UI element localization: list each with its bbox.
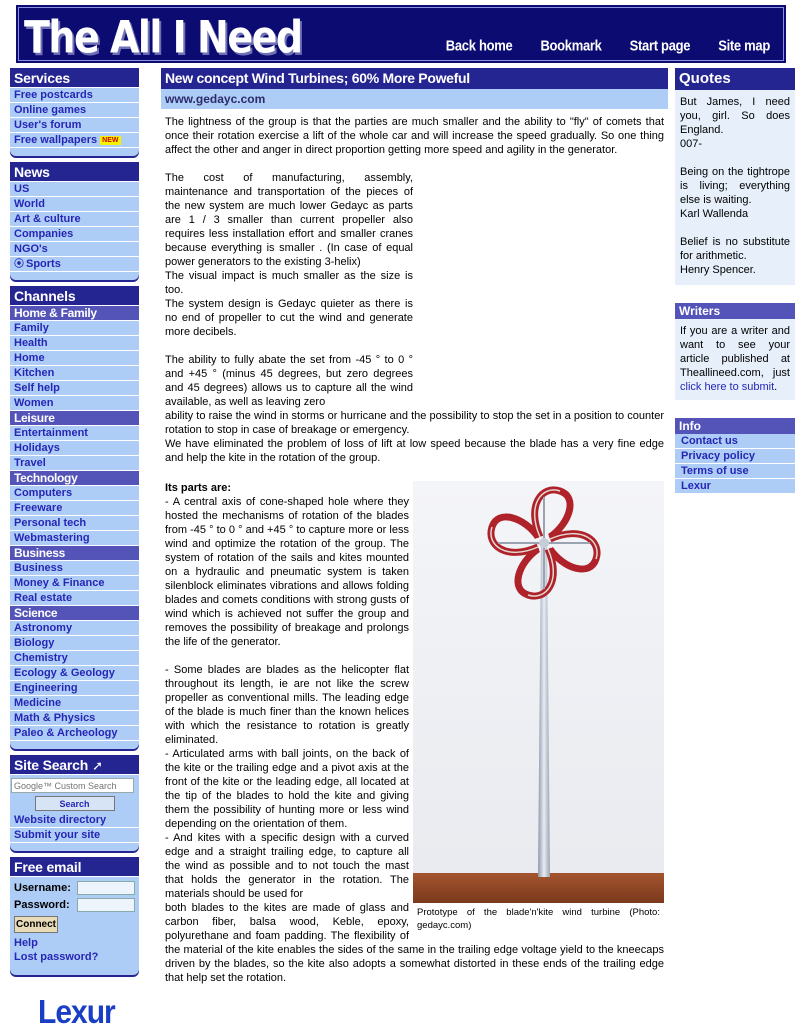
left-sidebar <box>10 68 139 981</box>
quote-text: But James, I need you, girl. So does England. <box>680 96 790 136</box>
sidebar-item-kitchen[interactable]: Kitchen <box>10 366 139 381</box>
sidebar-item-astronomy[interactable]: Astronomy <box>10 621 139 636</box>
help-link[interactable]: Help <box>14 937 38 949</box>
info-terms-of-use[interactable]: Terms of use <box>675 464 795 479</box>
password-field[interactable] <box>77 898 135 912</box>
channel-group-leisure[interactable]: Leisure <box>10 411 139 426</box>
search-button[interactable]: Search <box>35 796 115 811</box>
services-heading: Services <box>10 68 139 88</box>
sidebar-item-webmastering[interactable]: Webmastering <box>10 531 139 546</box>
parts-heading: Its parts are: <box>165 482 232 494</box>
submit-article-link[interactable]: click here to submit <box>680 381 775 393</box>
site-header <box>16 5 786 63</box>
sidebar-item-users-forum[interactable]: User's forum <box>10 118 139 133</box>
email-login-form <box>10 877 139 967</box>
lexur-logo[interactable]: Lexur <box>38 994 115 1031</box>
box-footer <box>10 741 139 749</box>
article-paragraph: - Some blades are blades as the helicopter flat throughout its length, ie are not like the screw propeller as conventional mills. The leading edge of the blade is much finer than the known helices with which the resistance to rotation is greatly eliminated. <box>165 664 409 746</box>
channel-group-science[interactable]: Science <box>10 606 139 621</box>
sidebar-item-women[interactable]: Women <box>10 396 139 411</box>
search-form <box>10 775 139 813</box>
article-paragraph: The lightness of the group is that the parties are much smaller and the ability to "fly" of comets that once their rotation exercise a lift of the whole car and will increase the speed gradually. So one thing affect the other and anger in direct proportion getting more speed and agility in the generator. <box>165 116 664 156</box>
search-input[interactable] <box>11 778 134 793</box>
nav-back-home[interactable]: Back home <box>445 37 513 54</box>
sidebar-item-money-finance[interactable]: Money & Finance <box>10 576 139 591</box>
connect-button[interactable]: Connect <box>14 916 58 933</box>
main-article <box>161 68 668 985</box>
nav-bookmark[interactable]: Bookmark <box>540 37 602 54</box>
sidebar-item-biology[interactable]: Biology <box>10 636 139 651</box>
sidebar-item-label: Sports <box>26 258 61 270</box>
sidebar-item-ecology-geology[interactable]: Ecology & Geology <box>10 666 139 681</box>
nav-site-map[interactable]: Site map <box>718 37 770 54</box>
channels-heading: Channels <box>10 286 139 306</box>
channel-group-technology[interactable]: Technology <box>10 471 139 486</box>
sidebar-item-freeware[interactable]: Freeware <box>10 501 139 516</box>
sidebar-item-free-wallpapers[interactable] <box>10 133 139 148</box>
channel-group-business[interactable]: Business <box>10 546 139 561</box>
wind-turbine-photo <box>413 481 664 903</box>
cursor-arrow-icon: ➚ <box>92 758 103 773</box>
info-heading: Info <box>675 418 795 434</box>
sidebar-item-paleo-archeology[interactable]: Paleo & Archeology <box>10 726 139 741</box>
top-nav <box>432 38 784 53</box>
sidebar-item-free-postcards[interactable]: Free postcards <box>10 88 139 103</box>
info-contact-us[interactable]: Contact us <box>675 434 795 449</box>
services-box <box>10 68 139 156</box>
sidebar-item-holidays[interactable]: Holidays <box>10 441 139 456</box>
quotes-heading: Quotes <box>675 68 795 90</box>
soccer-ball-icon: ⦿ <box>14 259 24 270</box>
sidebar-item-computers[interactable]: Computers <box>10 486 139 501</box>
box-footer <box>10 148 139 156</box>
sidebar-item-real-estate[interactable]: Real estate <box>10 591 139 606</box>
sidebar-item-label: Free wallpapers <box>14 134 98 146</box>
box-footer <box>10 967 139 975</box>
box-footer <box>10 843 139 851</box>
article-paragraph: - And kites with a specific design with a curved edge and a straight trailing edge, to capture all the wind as possible and to not touch the mast that holds the generator in the rotation. The materials should be used for <box>165 832 409 900</box>
writers-text: If you are a writer and want to see your article published at Theallineed.com, just <box>680 325 790 379</box>
free-email-heading: Free email <box>10 857 139 877</box>
password-label: Password: <box>14 898 70 911</box>
article-paragraph: The ability to fully abate the set from -45 ° to 0 ° and +45 ° (minus 45 degrees, but zero degrees and 45 degrees) allows us to capture all the wind available, as well as leaving zero <box>165 354 413 408</box>
quote-author: Karl Wallenda <box>680 208 749 220</box>
sidebar-item-ngos[interactable]: NGO's <box>10 242 139 257</box>
article-paragraph: The cost of manufacturing, assembly, maintenance and transportation of the pieces of the new system are much lower Gedayc as parts are 1 / 3 smaller than current propeller also requires less installation effort and smaller cranes because everything is smaller . (In case of equal power generators to the existing 3-helix) <box>165 172 413 268</box>
sidebar-item-art-culture[interactable]: Art & culture <box>10 212 139 227</box>
sidebar-item-world[interactable]: World <box>10 197 139 212</box>
quote-item <box>680 235 790 277</box>
news-box <box>10 162 139 280</box>
sidebar-item-submit-site[interactable]: Submit your site <box>10 828 139 843</box>
quote-author: Henry Spencer. <box>680 264 756 276</box>
sidebar-item-online-games[interactable]: Online games <box>10 103 139 118</box>
narrow-column <box>161 171 413 409</box>
sidebar-item-business[interactable]: Business <box>10 561 139 576</box>
sidebar-item-travel[interactable]: Travel <box>10 456 139 471</box>
sidebar-item-math-physics[interactable]: Math & Physics <box>10 711 139 726</box>
info-privacy-policy[interactable]: Privacy policy <box>675 449 795 464</box>
sidebar-item-personal-tech[interactable]: Personal tech <box>10 516 139 531</box>
article-paragraph: The visual impact is much smaller as the size is too. <box>165 270 413 296</box>
sidebar-item-companies[interactable]: Companies <box>10 227 139 242</box>
article-paragraph: The system design is Gedayc quieter as there is no end of propeller to cut the wind and generate more decibels. <box>165 298 413 338</box>
article-paragraph: both blades to the kites are made of glass and carbon fiber, balsa wood, Keble, epoxy, polyurethane and foam padding. The flexibility of the material of the kite enables the sides of the same in the trailing edge voltage yield to the kneecaps driven by the blades, so the kite also adopts a somewhat distorted in these ends of the trailing edge that help set the rotation. <box>165 902 664 984</box>
site-search-box <box>10 755 139 851</box>
article-paragraph: - A central axis of cone-shaped hole where they hosted the mechanisms of rotation of the blades from -45 ° to 0 ° and +45 ° to capture more or less wind and optimize the rotation of the group. The system of rotation of the sails and kites mounted on a hydraulic and pneumatic system is taken silenblock eliminates vibrations and allows folding blades and comets conditions with strong gusts of wind which is achieved not suffer the group and removes the possibility of breakage and prolongs the life of the generator. <box>165 496 409 648</box>
free-email-box <box>10 857 139 975</box>
sidebar-item-health[interactable]: Health <box>10 336 139 351</box>
writers-box: If you are a writer and want to see your article published at Theallineed.com, just click here to submit. <box>675 319 795 400</box>
sidebar-item-website-directory[interactable]: Website directory <box>10 813 139 828</box>
site-search-title: Site Search <box>14 757 89 773</box>
quote-text: Being on the tightrope is living; everything else is waiting. <box>680 166 790 206</box>
quote-item <box>680 95 790 151</box>
turbine-figure <box>413 481 664 932</box>
quote-author: 007- <box>680 138 703 150</box>
sidebar-item-family[interactable]: Family <box>10 321 139 336</box>
site-search-heading <box>10 755 139 775</box>
nav-start-page[interactable]: Start page <box>629 37 691 54</box>
box-footer <box>10 272 139 280</box>
username-field[interactable] <box>77 881 135 895</box>
quote-text: Belief is no substitute for arithmetic. <box>680 236 790 262</box>
article-paragraph: - Articulated arms with ball joints, on the back of the kite or the trailing edge and a pivot axis at the front of the kite or the leading edge, all located at the tip of the blades to hold the kite and giving them the possibility of hunting more or less wind depending on the orientation of them. <box>165 748 409 830</box>
quote-item <box>680 165 790 221</box>
password-row <box>14 896 135 913</box>
writers-heading: Writers <box>675 303 795 319</box>
sidebar-item-home[interactable]: Home <box>10 351 139 366</box>
username-label: Username: <box>14 881 71 894</box>
article-paragraph: ability to raise the wind in storms or hurricane and the possibility to stop the set in a position to counter rotation to stop in case of breakage or emergency. <box>165 410 664 436</box>
info-lexur[interactable]: Lexur <box>675 479 795 494</box>
quotes-box <box>675 90 795 285</box>
figure-caption: Prototype of the blade'n'kite wind turbine (Photo: gedayc.com) <box>417 907 660 931</box>
right-sidebar <box>675 68 795 494</box>
article-source[interactable]: www.gedayc.com <box>161 89 668 109</box>
channel-group-home-family[interactable]: Home & Family <box>10 306 139 321</box>
sidebar-item-us[interactable]: US <box>10 182 139 197</box>
article-paragraph: We have eliminated the problem of loss of lift at low speed because the blade has a very fine edge and help the kite in the rotation of the group. <box>165 438 664 464</box>
username-row <box>14 879 135 896</box>
sidebar-item-medicine[interactable]: Medicine <box>10 696 139 711</box>
lost-password-link[interactable]: Lost password? <box>14 951 99 963</box>
news-heading: News <box>10 162 139 182</box>
sidebar-item-engineering[interactable]: Engineering <box>10 681 139 696</box>
channels-box <box>10 286 139 749</box>
sidebar-item-entertainment[interactable]: Entertainment <box>10 426 139 441</box>
new-badge: NEW <box>102 136 119 144</box>
sidebar-item-chemistry[interactable]: Chemistry <box>10 651 139 666</box>
sidebar-item-self-help[interactable]: Self help <box>10 381 139 396</box>
sidebar-item-sports[interactable] <box>10 257 139 272</box>
article-title: New concept Wind Turbines; 60% More Poweful <box>161 68 668 89</box>
site-logo-title[interactable]: The All I Need <box>24 11 302 64</box>
